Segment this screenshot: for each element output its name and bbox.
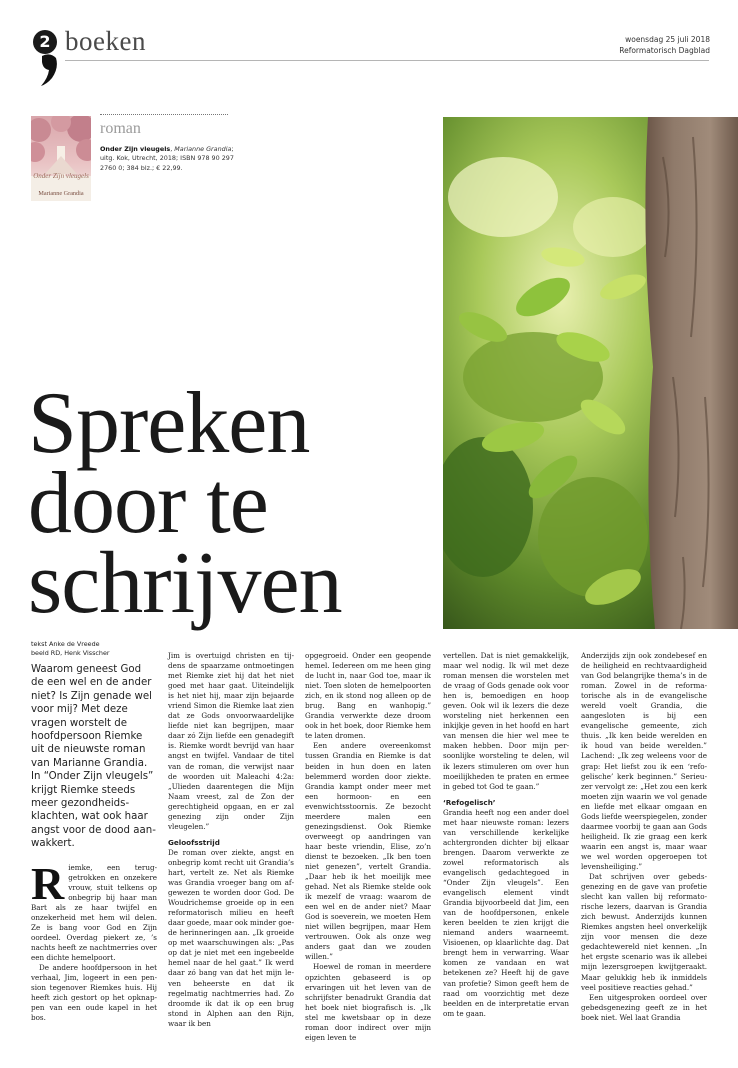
header-meta (619, 34, 710, 56)
paragraph: Een uitgesproken oordeel over gebedsgenezing geeft ze in het boek niet. Wel laat Grandia (581, 992, 707, 1022)
cover-title: Onder Zijn vleugels (33, 172, 89, 180)
publication-name: Reformatorisch Dagblad (619, 46, 710, 55)
paragraph: De andere hoofdpersoon in het verhaal, Jim, logeert in een pension tegenover Riemkes huis. Hij heeft zich gestort op het opknappen van een oude kapel in het bos. (31, 963, 157, 1023)
article-column-2 (168, 651, 294, 1029)
paragraph: vertellen. Dat is niet gemakkelijk, maar wel nodig. Ik wil met deze roman mensen die worstelen met de vraag of Gods genade ook voor hen is, bemoedigen en hoop geven. Ook wil ik lezers die deze worsteling niet herkennen een inkijkje geven in het hoofd en hart van mensen die hier wel mee te maken hebben. Door mijn persoonlijke worsteling te delen, wil ik lezers stimuleren om over hun moeilijkheden te praten en ermee in gebed tot God te gaan.” (443, 651, 569, 791)
book-details-1: ; uitg. Kok, Utrecht, 2018; ISBN 978 90 297 (100, 145, 234, 163)
book-author: Marianne Grandia (174, 145, 232, 153)
headline-line-1: Spreken (28, 375, 310, 472)
cover-author: Marianne Grandia (38, 190, 84, 197)
article-column-1 (31, 640, 157, 1023)
paragraph: Jim is overtuigd christen en tijdens de spaarzame ontmoetingen met Riemke ziet hij dat het niet goed met haar gaat. Uiteindelijk is het niet hij, maar zijn bejaarde vriend Simon die Riemke laat zien dat ze Gods onvoorwaardelijke liefde niet kan begrijpen, maar daar zó Zijn liefde een genadegift is. Riemke wordt bevrijd van haar angst en twijfel. Vandaar de titel van de roman, die verwijst naar de woorden uit Maleachi 4:2a: „Ulieden daarentegen die Mijn Naam vreest, zal de Zon der gerechtigheid opgaan, en er zal genezing zijn onder Zijn vleugelen.” (168, 651, 294, 831)
intro-paragraph: Waarom geneest God de een wel en de ander niet? Is Zijn genade wel voor mij? Met deze vragen worstelt de hoofdpersoon Riemke uit de nieuwste roman van Marianne Grandia. In “Onder Zijn vleugels” krijgt Riemke steeds meer gezondheidsklachten, wat ook haar angst voor de dood aanwakkert. (31, 664, 156, 850)
headline-line-3: schrijven (28, 535, 342, 632)
credit-text: tekst Anke de Vreede (31, 640, 100, 648)
credits (31, 640, 157, 658)
paragraph: Grandia heeft nog een ander doel met haar nieuwste roman: lezers van verschillende kerkelijke achtergronden dichter bij elkaar brengen. Daarom verwerkte ze zowel reformatorisch als evangelisch gedachtegoed in “Onder Zijn vleugels”. Een evangelisch element vindt Grandia bijvoorbeeld dat Jim, een van de hoofdpersonen, enkele keren beelden te zien krijgt die niemand anders waarneemt. Visioenen, op klaarlichte dag. Dat brengt hem in verwarring. Waar komen ze vandaan en wat betekenen ze? Heeft hij de gave van profetie? Simon geeft hem de raad om voorzichtig met deze beelden en de interpretatie ervan om te gaan. (443, 807, 569, 1018)
book-details-2: 2760 0; 384 blz.; € 22,99. (100, 163, 183, 172)
headline (28, 375, 438, 632)
issue-date: woensdag 25 juli 2018 (625, 35, 710, 44)
header-divider (65, 60, 709, 61)
comma-logo-icon (40, 52, 58, 86)
drop-cap: R (31, 857, 65, 909)
paragraph: Hoewel de roman in meerdere opzichten gebaseerd is op ervaringen uit het leven van de schrijfster benadrukt Grandia dat het boek niet biografisch is. „Ik stel me kwetsbaar op in deze roman door indirect over mijn eigen leven te (305, 962, 431, 1042)
headline-line-2: door te (28, 455, 268, 552)
article-column-5 (581, 651, 707, 1023)
credit-image: beeld RD, Henk Visscher (31, 649, 110, 657)
article-column-3 (305, 651, 431, 1043)
book-box-divider (100, 114, 228, 115)
paragraph: Riemke, een teruggetrokken en onzekere vrouw, stuit telkens op onbegrip bij haar man Bart als ze haar twijfel en onzekerheid met hem wil delen. Ze is bang voor God en Zijn oordeel. Overdag piekert ze, ’s nachts heeft ze nachtmerries over een dichte hemelpoort. (31, 857, 157, 963)
subheading: Geloofsstrijd (168, 837, 220, 847)
article-column-4 (443, 651, 569, 1019)
genre-label: roman (100, 120, 141, 137)
section-title: boeken (65, 26, 146, 56)
paragraph: Anderzijds zijn ook zondebesef en de heiligheid en rechtvaardigheid van God belangrijke thema’s in de roman. Zowel in de reformatorische als in de evangelische wereld voelt Grandia, die aangesloten is bij een evangelische gemeente, zich thuis. „Ik ken beide werelden en ik houd van beide werelden.” Lachend: „Ik zeg weleens voor de grap: Het liefst zou ik een ‘refogelische’ kerk beginnen.” Serieuzer vervolgt ze: „Het zou een kerk moeten zijn waarin we vol genade en liefde met elkaar omgaan en Gods liefde weerspiegelen, zonder daarmee voorbij te gaan aan Gods heiligheid. Ik zie graag een kerk waarin een angst is, maar waar we wel worden opgeroepen tot levensheiliging.” (581, 651, 707, 871)
paragraph: opgegroeid. Onder een geopende hemel. Iedereen om me heen ging de lucht in, naar God toe, maar ik niet. Toen sloten de hemelpoorten zich, en ik stond nog alleen op de brug. Bang en wanhopig.” Grandia verwerkte deze droom ook in het boek, door Riemke hem te laten dromen. (305, 651, 431, 741)
article-photo (443, 117, 738, 629)
paragraph: Een andere overeenkomst tussen Grandia en Riemke is dat beiden in hun doen en laten belemmerd worden door ziekte. Grandia kampt onder meer met een hormoon- en een evenwichtsstoornis. Ze bezocht meerdere malen een genezingsdienst. Ook Riemke overweegt op aandringen van haar beste vriendin, Elise, zo’n dienst te bezoeken. „Ik ben toen niet genezen”, vertelt Grandia. „Daar heb ik het moeilijk mee gehad. Net als Riemke stelde ook ik mezelf de vraag: waarom de een wel en de ander niet? Maar God is soeverein, we moeten Hem niet willen begrijpen, maar Hem vertrouwen. Ook als onze weg anders gaat dan we zouden willen.” (305, 741, 431, 962)
book-info: Onder Zijn vleugels, Marianne Grandia; uitg. Kok, Utrecht, 2018; ISBN 978 90 297 2760 0; 384 blz.; € 22,99. (100, 145, 234, 172)
subheading: ‘Refogelisch’ (443, 797, 496, 807)
paragraph: De roman over ziekte, angst en onbegrip komt recht uit Grandia’s hart, vertelt ze. Net als Riemke was Grandia vroeger bang om afgewezen te worden door God. De Woudrichemse groeide op in een reformatorisch milieu en heeft daar goede, maar ook minder goede herinneringen aan. „Ik groeide op met waarschuwingen als: „Pas op dat je niet met een ingebeelde hemel naar de hel gaat.” Ik werd daar zó bang van dat het mijn leven beheerste en dat ik regelmatig nachtmerries had. Zo droomde ik dat ik op een brug stond in Alphen aan den Rijn, waar ik ben (168, 847, 294, 1028)
paragraph: Dat schrijven over gebedsgenezing en de gave van profetie slecht kan vallen bij reformatorische lezers, daarvan is Grandia zich bewust. Anderzijds kunnen Riemkes angsten heel onverkelijk zijn voor mensen die deze gedachtewereld niet kennen. „In het ergste scenario was ik allebei mijn lezersgroepen kwijtgeraakt. Maar gelukkig heb ik inmiddels veel positieve reacties gehad.” (581, 872, 707, 992)
book-title: Onder Zijn vleugels (100, 145, 171, 153)
page-number-badge: 2 (33, 30, 57, 54)
book-cover-image (31, 116, 91, 201)
